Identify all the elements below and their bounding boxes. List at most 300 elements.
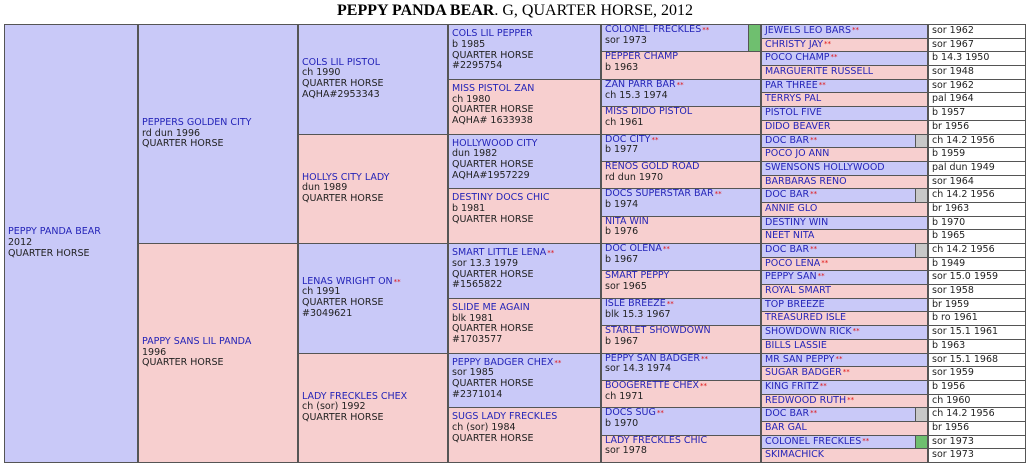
- record-star-icon: **: [830, 53, 838, 62]
- horse-name-link[interactable]: [765, 189, 817, 200]
- g5-horse-cell: [601, 270, 761, 298]
- horse-name-text: SMART LITTLE LENA: [452, 247, 547, 258]
- horse-name-text: DOC CITY: [605, 133, 651, 145]
- g6-info-cell: [928, 270, 1026, 285]
- horse-detail: ch 1991: [302, 286, 341, 298]
- g6-horse-cell: [761, 79, 928, 94]
- horse-info-text: sor 1973: [932, 449, 974, 461]
- horse-detail: sor 1985: [452, 367, 494, 379]
- horse-name-text: PEPPY SAN BADGER: [605, 352, 700, 364]
- g6-horse-cell: [761, 216, 928, 231]
- g6-info-cell: [928, 421, 1026, 436]
- horse-info-text: sor 1948: [932, 66, 974, 78]
- horse-name-text: MARGUERITE RUSSELL: [765, 66, 874, 78]
- record-star-icon: **: [821, 258, 829, 267]
- horse-name-link[interactable]: [765, 162, 885, 173]
- horse-name-text: SLIDE ME AGAIN: [452, 301, 530, 313]
- horse-detail: blk 15.3 1967: [605, 308, 671, 320]
- horse-detail: ch 1990: [302, 67, 341, 79]
- horse-name-text: PEPPY BADGER CHEX: [452, 356, 554, 368]
- horse-info-text: b 1970: [932, 216, 966, 228]
- horse-name-link[interactable]: [765, 258, 828, 269]
- g4-horse-cell: [448, 24, 601, 80]
- horse-info-text: sor 1959: [932, 367, 974, 379]
- horse-detail: QUARTER HORSE: [452, 268, 534, 280]
- g4-horse-cell: [448, 243, 601, 299]
- record-star-icon: **: [835, 354, 843, 363]
- horse-detail: rd dun 1970: [605, 171, 664, 183]
- g6-horse-cell: [761, 407, 928, 422]
- horse-info-text: b 1957: [932, 107, 966, 119]
- record-star-icon: **: [824, 39, 832, 48]
- g6-horse-cell: [761, 161, 928, 176]
- horse-name-text: COLS LIL PISTOL: [302, 56, 380, 68]
- g5-horse-cell: [601, 79, 761, 107]
- g6-info-cell: [928, 298, 1026, 313]
- horse-detail: QUARTER HORSE: [452, 213, 534, 225]
- horse-name-link[interactable]: [765, 66, 873, 77]
- horse-detail: b 1970: [605, 418, 639, 430]
- horse-name-link[interactable]: [765, 176, 847, 187]
- horse-name-link[interactable]: [765, 52, 838, 63]
- record-star-icon: **: [810, 409, 818, 418]
- horse-name-text: SUGAR BADGER: [765, 367, 842, 379]
- record-star-icon: **: [810, 135, 818, 144]
- horse-name-title: PEPPY PANDA BEAR: [337, 2, 495, 19]
- horse-name-link[interactable]: [765, 80, 826, 91]
- horse-name-link[interactable]: [605, 299, 757, 310]
- g4-horse-cell: [448, 407, 601, 463]
- horse-name-text: DESTINY WIN: [765, 216, 829, 228]
- horse-name-text: HOLLYS CITY LADY: [302, 171, 390, 183]
- g6-horse-cell: [761, 65, 928, 80]
- horse-detail: #1703577: [452, 334, 503, 346]
- g6-info-cell: [928, 407, 1026, 422]
- horse-detail: QUARTER HORSE: [302, 78, 384, 90]
- horse-detail: QUARTER HORSE: [142, 138, 224, 150]
- g6-info-cell: [928, 435, 1026, 450]
- horse-name-link[interactable]: [765, 340, 827, 351]
- horse-name-link[interactable]: [765, 408, 817, 419]
- g2-horse-cell: [138, 24, 298, 244]
- horse-detail: dun 1982: [452, 148, 498, 160]
- horse-info-text: sor 15.1 1968: [932, 353, 999, 365]
- record-star-icon: **: [700, 381, 708, 390]
- g6-horse-cell: [761, 147, 928, 162]
- horse-detail: 2012: [8, 237, 33, 249]
- g6-info-cell: [928, 92, 1026, 107]
- g6-horse-cell: [761, 366, 928, 381]
- g5-horse-cell: [601, 134, 761, 162]
- g6-horse-cell: [761, 175, 928, 190]
- horse-name-text: PEPPERS GOLDEN CITY: [142, 116, 252, 128]
- horse-name-link[interactable]: [765, 326, 860, 337]
- horse-name-text: RENOS GOLD ROAD: [605, 160, 700, 172]
- horse-info-text: b 1956: [932, 380, 966, 392]
- record-star-icon: **: [847, 395, 855, 404]
- g5-horse-cell: [601, 325, 761, 353]
- horse-name-link[interactable]: [765, 107, 822, 118]
- g6-info-cell: [928, 65, 1026, 80]
- g5-horse-cell: [601, 380, 761, 408]
- horse-name-link[interactable]: [765, 422, 807, 433]
- horse-name-link[interactable]: [765, 271, 825, 282]
- g3-horse-cell: [298, 134, 448, 245]
- horse-info-text: ch 14.2 1956: [932, 189, 995, 201]
- g6-info-cell: [928, 380, 1026, 395]
- horse-info-text: sor 1973: [932, 435, 974, 447]
- g6-horse-cell: [761, 298, 928, 313]
- g3-horse-cell: [298, 243, 448, 354]
- horse-name-link[interactable]: [765, 449, 824, 460]
- record-star-icon: **: [810, 245, 818, 253]
- horse-info-text: ch 14.2 1956: [932, 134, 995, 146]
- horse-info-text: b 1949: [932, 257, 966, 269]
- horse-info-text: sor 1964: [932, 175, 974, 187]
- g2-horse-cell: [138, 243, 298, 463]
- horse-name-link[interactable]: [765, 312, 846, 323]
- horse-name-text: DOC BAR: [765, 134, 810, 146]
- g6-info-cell: [928, 216, 1026, 231]
- horse-name-text: LADY FRECKLES CHIC: [605, 434, 708, 446]
- horse-name-text: DOC BAR: [765, 244, 810, 255]
- g6-horse-cell: [761, 448, 928, 463]
- title-details: . G, QUARTER HORSE, 2012: [494, 2, 693, 19]
- g6-info-cell: [928, 257, 1026, 272]
- record-star-icon: **: [818, 80, 826, 89]
- g6-horse-cell: [761, 435, 928, 450]
- horse-name-text: POCO CHAMP: [765, 52, 830, 64]
- g6-horse-cell: [761, 202, 928, 217]
- horse-name-text: DOC BAR: [765, 189, 810, 201]
- g6-info-cell: [928, 366, 1026, 381]
- horse-detail: AQHA# 1633938: [452, 115, 533, 127]
- g6-info-cell: [928, 284, 1026, 299]
- g6-info-cell: [928, 120, 1026, 135]
- g6-horse-cell: [761, 92, 928, 107]
- g6-info-cell: [928, 353, 1026, 368]
- horse-detail: QUARTER HORSE: [302, 412, 384, 424]
- horse-name-text: MISS DIDO PISTOL: [605, 106, 693, 118]
- page-title: [0, 0, 1030, 22]
- g6-info-cell: [928, 243, 1026, 258]
- horse-name-text: DIDO BEAVER: [765, 120, 831, 132]
- record-star-icon: **: [666, 299, 674, 308]
- g6-info-cell: [928, 188, 1026, 203]
- g5-horse-cell: [601, 243, 761, 271]
- g6-info-cell: [928, 24, 1026, 39]
- g6-horse-cell: [761, 284, 928, 299]
- record-star-icon: **: [862, 436, 870, 445]
- g6-horse-cell: [761, 51, 928, 66]
- horse-name-link[interactable]: [765, 395, 854, 406]
- g6-horse-cell: [761, 257, 928, 272]
- horse-detail: ch 1980: [452, 93, 491, 105]
- horse-name-link[interactable]: [765, 25, 859, 36]
- horse-name-text: CHRISTY JAY: [765, 38, 824, 50]
- horse-name-text: PEPPY PANDA BEAR: [8, 226, 101, 238]
- horse-name-link[interactable]: [765, 93, 821, 104]
- horse-detail: sor 14.3 1974: [605, 363, 672, 375]
- horse-name-link[interactable]: [765, 121, 830, 132]
- horse-info-text: pal 1964: [932, 93, 974, 105]
- horse-name-link[interactable]: [765, 135, 817, 146]
- record-star-icon: **: [651, 135, 659, 144]
- g4-horse-cell: [448, 134, 601, 190]
- g6-horse-cell: [761, 188, 928, 203]
- horse-info-text: b ro 1961: [932, 312, 978, 324]
- horse-detail: AQHA#2953343: [302, 89, 380, 101]
- horse-detail: QUARTER HORSE: [452, 323, 534, 335]
- horse-name-link[interactable]: [765, 39, 831, 50]
- horse-name-link[interactable]: [765, 299, 825, 310]
- g6-info-cell: [928, 339, 1026, 354]
- record-star-icon: **: [817, 272, 825, 281]
- g6-info-cell: [928, 394, 1026, 409]
- g6-info-cell: [928, 325, 1026, 340]
- record-star-icon: **: [714, 190, 722, 199]
- record-star-icon: **: [851, 26, 859, 34]
- g6-info-cell: [928, 448, 1026, 463]
- g6-info-cell: [928, 106, 1026, 121]
- g6-horse-cell: [761, 270, 928, 285]
- horse-name-text: REDWOOD RUTH: [765, 394, 847, 406]
- horse-name-link[interactable]: [142, 118, 294, 129]
- horse-name-link[interactable]: [765, 381, 827, 392]
- horse-detail: dun 1989: [302, 182, 348, 194]
- horse-detail: b 1967: [605, 253, 639, 265]
- g5-horse-cell: [601, 407, 761, 435]
- horse-name-link[interactable]: [765, 244, 817, 255]
- g4-horse-cell: [448, 79, 601, 135]
- g6-horse-cell: [761, 380, 928, 395]
- horse-detail: b 1974: [605, 199, 639, 211]
- record-star-icon: **: [554, 358, 562, 367]
- horse-info-text: b 14.3 1950: [932, 52, 990, 64]
- g6-info-cell: [928, 311, 1026, 326]
- g6-horse-cell: [761, 394, 928, 409]
- horse-name-text: JEWELS LEO BARS: [765, 25, 851, 36]
- horse-detail: sor 1973: [605, 34, 647, 46]
- record-star-icon: **: [656, 409, 664, 418]
- record-star-icon: **: [393, 277, 401, 286]
- horse-name-link[interactable]: [142, 337, 294, 348]
- horse-info-text: pal dun 1949: [932, 161, 995, 173]
- horse-name-text: BOOGERETTE CHEX: [605, 379, 700, 391]
- horse-name-text: LADY FRECKLES CHEX: [302, 390, 408, 402]
- g5-horse-cell: [601, 188, 761, 216]
- horse-name-text: PEPPER CHAMP: [605, 51, 679, 63]
- horse-detail: sor 13.3 1979: [452, 257, 519, 269]
- horse-name-text: HOLLYWOOD CITY: [452, 137, 538, 149]
- horse-name-text: PEPPY SAN: [765, 271, 817, 283]
- horse-name-link[interactable]: [765, 217, 828, 228]
- horse-detail: QUARTER HORSE: [302, 297, 384, 309]
- horse-name-text: SUGS LADY FRECKLES: [452, 411, 558, 423]
- horse-detail: AQHA#1957229: [452, 169, 530, 181]
- record-star-icon: **: [852, 327, 860, 336]
- g6-info-cell: [928, 38, 1026, 53]
- horse-name-link[interactable]: [765, 203, 817, 214]
- horse-info-text: sor 1958: [932, 285, 974, 297]
- horse-detail: ch 1961: [605, 116, 644, 128]
- horse-info-text: ch 14.2 1956: [932, 408, 995, 420]
- horse-name-text: SWENSONS HOLLYWOOD: [765, 161, 885, 173]
- horse-name-text: BILLS LASSIE: [765, 339, 827, 351]
- horse-info-text: br 1956: [932, 120, 970, 132]
- horse-name-link[interactable]: [765, 230, 814, 241]
- g4-horse-cell: [448, 188, 601, 244]
- horse-detail: b 1981: [452, 203, 486, 215]
- horse-detail: 1996: [142, 346, 167, 358]
- horse-info-text: b 1963: [932, 339, 966, 351]
- horse-info-text: sor 1967: [932, 38, 974, 50]
- horse-name-text: ROYAL SMART: [765, 285, 831, 297]
- horse-detail: blk 1981: [452, 312, 494, 324]
- horse-name-link[interactable]: [605, 80, 757, 91]
- record-star-icon: **: [702, 26, 710, 34]
- horse-info-text: b 1959: [932, 148, 966, 160]
- color-swatch: [748, 25, 760, 51]
- g5-horse-cell: [601, 216, 761, 244]
- horse-name-link[interactable]: [765, 367, 850, 378]
- horse-name-link[interactable]: [765, 285, 831, 296]
- horse-detail: ch 15.3 1974: [605, 89, 668, 101]
- horse-info-text: ch 1960: [932, 394, 971, 406]
- horse-name-link[interactable]: [765, 354, 842, 365]
- horse-detail: QUARTER HORSE: [452, 432, 534, 444]
- horse-detail: sor 1978: [605, 445, 647, 457]
- horse-name-text: LENAS WRIGHT ON: [302, 275, 393, 287]
- horse-detail: QUARTER HORSE: [452, 104, 534, 116]
- horse-detail: QUARTER HORSE: [452, 49, 534, 61]
- horse-detail: #2371014: [452, 388, 503, 400]
- record-star-icon: **: [547, 249, 555, 257]
- horse-name-text: SKIMACHICK: [765, 449, 825, 461]
- horse-detail: ch (sor) 1984: [452, 422, 516, 434]
- g5-horse-cell: [601, 24, 761, 52]
- g5-horse-cell: [601, 435, 761, 463]
- horse-name-text: PISTOL FIVE: [765, 107, 822, 119]
- horse-info-text: ch 14.2 1956: [932, 244, 995, 255]
- horse-name-text: MISS PISTOL ZAN: [452, 82, 535, 94]
- horse-name-link[interactable]: [452, 303, 597, 314]
- horse-detail: ch (sor) 1992: [302, 401, 366, 413]
- horse-info-text: sor 1962: [932, 25, 974, 36]
- horse-name-text: COLONEL FRECKLES: [765, 435, 862, 447]
- horse-detail: QUARTER HORSE: [8, 247, 90, 259]
- horse-info-text: br 1963: [932, 202, 970, 214]
- g6-horse-cell: [761, 120, 928, 135]
- horse-name-text: TOP BREEZE: [765, 298, 825, 310]
- horse-detail: b 1967: [605, 335, 639, 347]
- horse-name-text: DOC OLENA: [605, 243, 662, 254]
- g6-info-cell: [928, 147, 1026, 162]
- horse-detail: QUARTER HORSE: [452, 159, 534, 171]
- horse-name-text: COLS LIL PEPPER: [452, 28, 533, 39]
- horse-name-text: KING FRITZ: [765, 380, 819, 392]
- horse-name-text: DESTINY DOCS CHIC: [452, 192, 550, 204]
- horse-name-text: ISLE BREEZE: [605, 297, 666, 309]
- horse-detail: QUARTER HORSE: [142, 357, 224, 369]
- horse-name-text: COLONEL FRECKLES: [605, 24, 702, 35]
- color-swatch: [915, 436, 927, 449]
- horse-detail: sor 1965: [605, 281, 647, 293]
- horse-name-text: ANNIE GLO: [765, 202, 818, 214]
- horse-detail: b 1963: [605, 62, 639, 74]
- horse-name-text: SMART PEPPY: [605, 270, 670, 282]
- horse-info-text: b 1965: [932, 230, 966, 242]
- horse-name-link[interactable]: [765, 148, 829, 159]
- horse-name-text: BAR GAL: [765, 421, 807, 433]
- g6-info-cell: [928, 134, 1026, 149]
- horse-detail: #1565822: [452, 279, 503, 291]
- horse-name-text: STARLET SHOWDOWN: [605, 325, 711, 337]
- g5-horse-cell: [601, 106, 761, 134]
- horse-name-text: POCO LENA: [765, 257, 821, 269]
- g6-info-cell: [928, 229, 1026, 244]
- horse-detail: QUARTER HORSE: [452, 378, 534, 390]
- g6-horse-cell: [761, 339, 928, 354]
- horse-name-text: PAR THREE: [765, 79, 818, 91]
- record-star-icon: **: [676, 80, 684, 89]
- g6-horse-cell: [761, 421, 928, 436]
- horse-name-text: NEET NITA: [765, 230, 815, 242]
- horse-name-text: DOCS SUG: [605, 407, 656, 419]
- horse-info-text: sor 15.1 1961: [932, 326, 999, 338]
- g5-horse-cell: [601, 161, 761, 189]
- horse-name-link[interactable]: [452, 84, 597, 95]
- g5-horse-cell: [601, 298, 761, 326]
- horse-name-text: TREASURED ISLE: [765, 312, 846, 324]
- record-star-icon: **: [810, 190, 818, 199]
- g1-horse-cell: [4, 24, 138, 463]
- g4-horse-cell: [448, 353, 601, 409]
- g6-info-cell: [928, 161, 1026, 176]
- horse-name-text: TERRYS PAL: [765, 93, 822, 105]
- horse-detail: QUARTER HORSE: [302, 193, 384, 205]
- horse-name-text: DOC BAR: [765, 408, 810, 420]
- g6-info-cell: [928, 79, 1026, 94]
- horse-detail: rd dun 1996: [142, 127, 201, 139]
- horse-name-text: ZAN PARR BAR: [605, 78, 676, 90]
- horse-info-text: br 1956: [932, 421, 970, 433]
- color-swatch: [915, 189, 927, 202]
- g6-info-cell: [928, 51, 1026, 66]
- g4-horse-cell: [448, 298, 601, 354]
- horse-name-link[interactable]: [765, 436, 869, 447]
- horse-detail: b 1985: [452, 38, 486, 50]
- g6-horse-cell: [761, 243, 928, 258]
- horse-detail: #3049621: [302, 308, 353, 320]
- horse-detail: b 1977: [605, 144, 639, 156]
- record-star-icon: **: [662, 245, 670, 253]
- g6-horse-cell: [761, 325, 928, 340]
- g6-info-cell: [928, 175, 1026, 190]
- g6-horse-cell: [761, 38, 928, 53]
- g6-horse-cell: [761, 229, 928, 244]
- horse-info-text: sor 15.0 1959: [932, 271, 999, 283]
- horse-name-text: PAPPY SANS LIL PANDA: [142, 335, 252, 347]
- color-swatch: [915, 408, 927, 421]
- g6-horse-cell: [761, 311, 928, 326]
- horse-info-text: br 1959: [932, 298, 970, 310]
- g6-info-cell: [928, 202, 1026, 217]
- horse-name-text: POCO JO ANN: [765, 148, 830, 160]
- horse-detail: #2295754: [452, 60, 503, 72]
- horse-name-text: NITA WIN: [605, 215, 649, 227]
- g6-horse-cell: [761, 134, 928, 149]
